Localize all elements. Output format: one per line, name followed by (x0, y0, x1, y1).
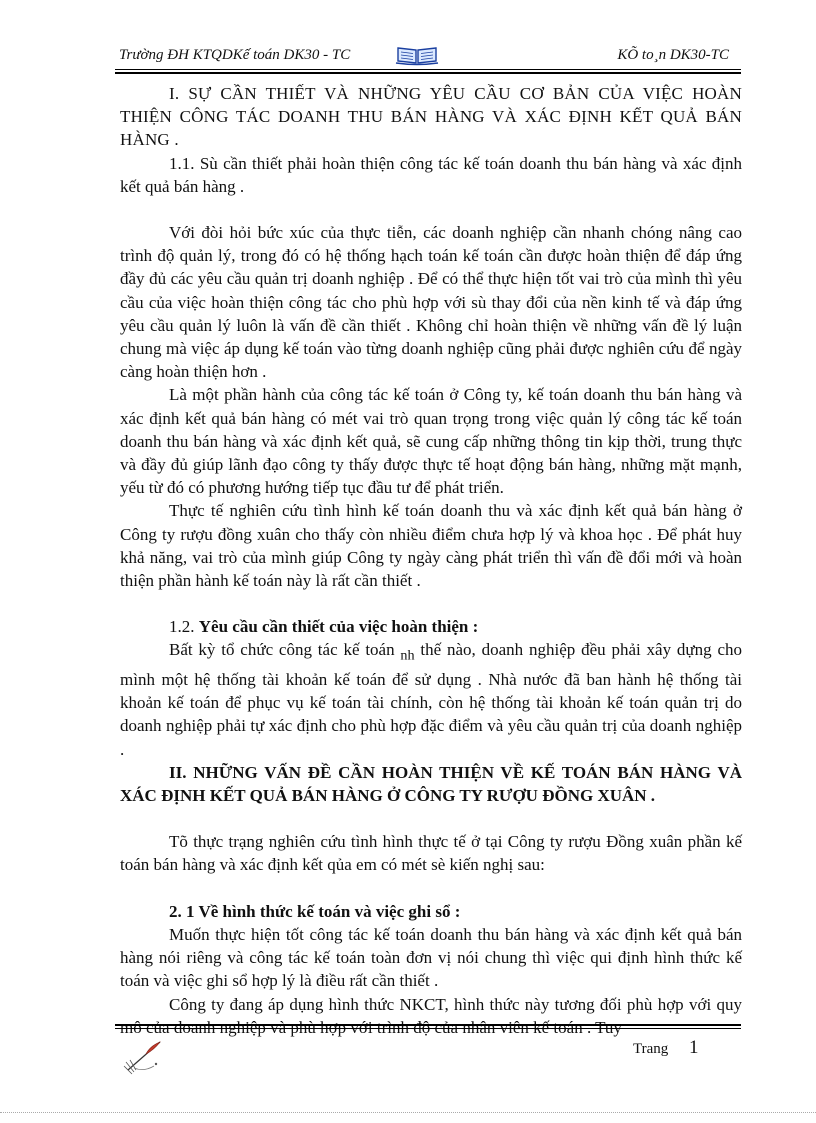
section2-paragraph-2: Muốn thực hiện tốt công tác kế toán doanh thu bán hàng và xác định kết quả bán hàng nói riêng và công tác kế toán toàn đơn vị nói chung thì việc qui định hình thức kế toán và việc ghi sổ hợp lý là điều rất cần thiết . (120, 924, 742, 991)
section1-sub1-title: 1.1. Sù cần thiết phải hoàn thiện công tác kế toán doanh thu bán hàng và xác định kết quả bán hàng . (120, 153, 742, 196)
p4-subscript: nh (400, 647, 415, 664)
book-icon (394, 44, 440, 66)
header-right-text: KÕ to¸n DK30-TC (617, 47, 729, 63)
section1-paragraph-1: Với đòi hỏi bức xúc của thực tiễn, các doanh nghiệp cần nhanh chóng nâng cao trình độ quản lý, trong đó có hệ thống hạch toán kế toán cần được hoàn thiện để đáp ứng đầy đủ các yêu cầu quản trị doanh nghiệp . Để có thể thực hiện tốt vai trò của mình thì yêu cầu của việc hoàn thiện công tác cho phù hợp với sù thay đổi của nền kinh tế và đáp ứng yêu cầu quản lý luôn là vấn đề cần thiết . Không chỉ hoàn thiện về những vấn đề lý luận chung mà việc áp dụng kế toán vào từng doanh nghiệp cũng phải được nghiên cứu để ngày càng hoàn thiện hơn . (120, 223, 742, 382)
section1-title: I. SỰ CẦN THIẾT VÀ NHỮNG YÊU CẦU CƠ BẢN CỦA VIỆC HOÀN THIỆN CÔNG TÁC DOANH THU BÁN HÀNG VÀ XÁC ĐỊNH KẾT QUẢ BÁN HÀNG . (120, 84, 742, 150)
spacer (120, 807, 742, 830)
page-header (115, 44, 741, 70)
section2-paragraph-3: Công ty đang áp dụng hình thức NKCT, hình thức này tương đối phù hợp với quy mô của doanh nghiệp và phù hợp với trình độ của nhân viên kế toán . Tuy (120, 994, 742, 1037)
page-label: Trang (633, 1041, 669, 1057)
p4-part-b: thế nào, doanh nghiệp đều phải xây dựng cho mình một hệ thống tài khoản kế toán để sử dụng . Nhà nước đã ban hành hệ thống tài khoản kế toán để phục vụ kế toán tài chính, còn hệ thống tài khoản kế toán quản trị do doanh nghiệp phải tự xác định cho phù hợp đặc điểm và yêu cầu quản trị của doanh nghiệp . (120, 640, 743, 759)
section2-sub1-title: 2. 1 Về hình thức kế toán và việc ghi sổ : (169, 901, 461, 921)
section1-sub2-heading (120, 615, 742, 638)
spacer (120, 592, 742, 615)
section1-paragraph-2: Là một phần hành của công tác kế toán ở Công ty, kế toán doanh thu bán hàng và xác định kết quả bán hàng có mét vai trò quan trọng trong việc quản lý công tác kế toán doanh thu bán hàng và xác định kết quả, sẽ cung cấp những thông tin kịp thời, trung thực và đầy đủ giúp lãnh đạo công ty thấy được thực tế hoạt động bán hàng, những mặt mạnh, yếu từ đó có phương hướng tiếp tục đầu tư để phát triển. (120, 385, 742, 498)
document-body (120, 82, 742, 1039)
spacer (120, 198, 742, 221)
section2-paragraph-1: Tõ thực trạng nghiên cứu tình hình thực tế ở tại Công ty rượu Đồng xuân phần kế toán bán hàng và xác định kết qủa em có mét sè kiến nghị sau: (120, 832, 742, 875)
section1-paragraph-4 (120, 638, 742, 760)
section1-paragraph-3: Thực tế nghiên cứu tình hình kế toán doanh thu và xác định kết quả bán hàng ở Công ty rượu đồng xuân cho thấy còn nhiều điểm chưa hợp lý và khoa học . Để phát huy khả năng, vai trò của mình giúp Công ty ngày càng phát triển thì vấn đề đổi mới và hoàn thiện phần hành kế toán này là rất cần thiết . (120, 501, 742, 591)
spacer (120, 877, 742, 900)
footer-rule (115, 1024, 741, 1029)
quill-logo-icon (120, 1036, 168, 1076)
p4-part-a: Bất kỳ tổ chức công tác kế toán (169, 640, 395, 660)
sub2-number: 1.2. (169, 617, 195, 637)
page-number: 1 (689, 1037, 699, 1058)
section2-title: II. NHỮNG VẤN ĐỀ CẦN HOÀN THIỆN VỀ KẾ TOÁN BÁN HÀNG VÀ XÁC ĐỊNH KẾT QUẢ BÁN HÀNG Ở CÔNG TY RƯỢU ĐỒNG XUÂN . (120, 762, 742, 806)
header-rule (115, 69, 741, 74)
page-bottom-dotted-rule (0, 1112, 816, 1113)
header-left-text: Trường ĐH KTQDKế toán DK30 - TC (119, 47, 351, 63)
sub2-title: Yêu cầu cần thiết của việc hoàn thiện : (198, 617, 479, 637)
